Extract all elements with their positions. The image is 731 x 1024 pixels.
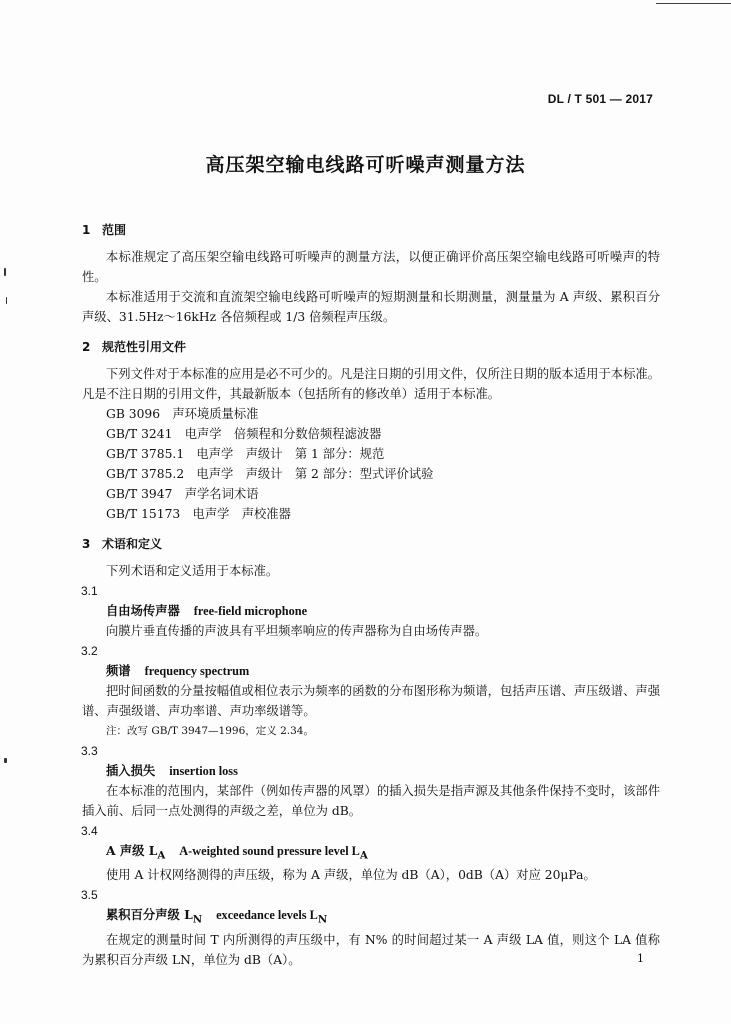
term-heading: 插入损失 insertion loss — [106, 763, 238, 778]
term-heading: 频谱 frequency spectrum — [106, 663, 250, 678]
term-definition: 在本标准的范围内，某部件（例如传声器的风罩）的插入损失是指声源及其他条件保持不变时，该部件插入前、后同一点处测得的声级之差，单位为 dB。 — [82, 784, 660, 818]
reference-item: GB/T 3241 电声学 倍频程和分数倍频程滤波器 — [106, 427, 382, 441]
term-definition: 在规定的测量时间 T 内所测得的声压级中，有 N% 的时间超过某一 A 声级 LA 值，则这个 LA 值称为累积百分声级 LN，单位为 dB（A）。 — [82, 932, 660, 967]
reference-item: GB/T 3785.1 电声学 声级计 第 1 部分：规范 — [106, 447, 385, 461]
document-body — [82, 220, 660, 970]
standard-number: DL / T 501 — 2017 — [547, 92, 653, 106]
term-definition: 把时间函数的分量按幅值或相位表示为频率的函数的分布图形称为频谱，包括声压谱、声压级谱、声强谱、声强级谱、声功率谱、声功率级谱等。 — [82, 684, 660, 718]
term-heading: 累积百分声级 $L_N$ exceedance levels $L_N$ — [106, 907, 328, 926]
note: 注：改写 GB/T 3947—1996，定义 2.34。 — [106, 725, 314, 737]
clause-number: 3.1 — [81, 584, 98, 598]
paragraph: 下列术语和定义适用于本标准。 — [106, 564, 279, 578]
page-number: 1 — [637, 952, 644, 965]
section-heading: 2 规范性引用文件 — [82, 340, 187, 354]
top-rule — [656, 3, 731, 4]
margin-mark — [4, 268, 6, 276]
reference-item: GB/T 3785.2 电声学 声级计 第 2 部分：型式评价试验 — [106, 467, 434, 481]
clause-number: 3.5 — [81, 888, 98, 903]
paragraph: 本标准适用于交流和直流架空输电线路可听噪声的短期测量和长期测量，测量量为 A 声级、累积百分声级、31.5Hz～16kHz 各倍频程或 1/3 倍频程声压级。 — [82, 290, 660, 324]
term-definition: 向膜片垂直传播的声波具有平坦频率响应的传声器称为自由场传声器。 — [106, 624, 488, 638]
reference-item: GB 3096 声环境质量标准 — [106, 407, 259, 421]
section-heading: 3 术语和定义 — [82, 537, 163, 551]
section-heading: 1 范围 — [82, 223, 127, 237]
document-title: 高压架空输电线路可听噪声测量方法 — [205, 154, 526, 176]
clause-number: 3.2 — [81, 644, 98, 658]
reference-item: GB/T 15173 电声学 声校准器 — [106, 507, 291, 521]
clause-number: 3.4 — [81, 824, 98, 838]
paragraph: 下列文件对于本标准的应用是必不可少的。凡是注日期的引用文件，仅所注日期的版本适用于本标准。凡是不注日期的引用文件，其最新版本（包括所有的修改单）适用于本标准。 — [82, 367, 660, 401]
term-definition: 使用 A 计权网络测得的声压级，称为 A 声级，单位为 dB（A），0dB（A）对应 20μPa。 — [106, 868, 596, 883]
margin-mark — [4, 758, 7, 763]
clause-number: 3.3 — [81, 744, 98, 758]
term-heading: 自由场传声器 free-field microphone — [106, 603, 308, 618]
reference-item: GB/T 3947 声学名词术语 — [106, 487, 259, 501]
term-heading: A 声级 $L_A$ A-weighted sound pressure level $L_A$ — [106, 843, 368, 862]
paragraph: 本标准规定了高压架空输电线路可听噪声的测量方法，以便正确评价高压架空输电线路可听噪声的特性。 — [82, 250, 660, 284]
margin-mark — [6, 297, 7, 304]
